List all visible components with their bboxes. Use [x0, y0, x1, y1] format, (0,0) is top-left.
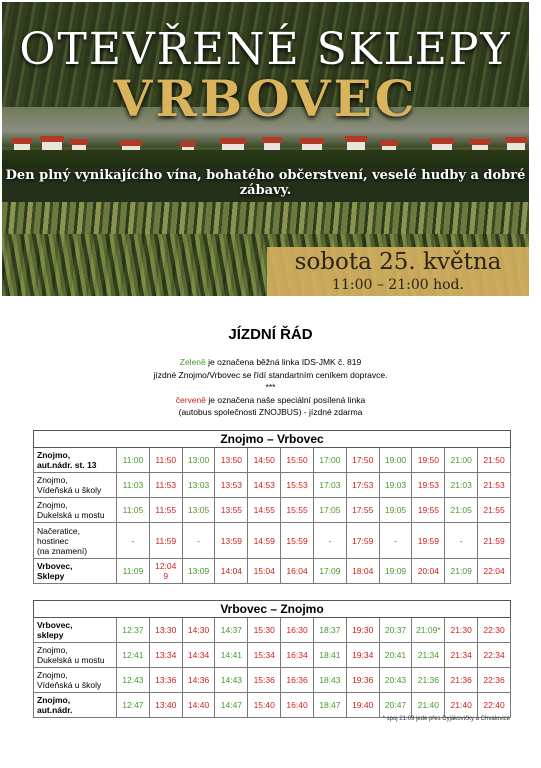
departure-time: 13:36 — [149, 668, 182, 693]
departure-time: 11:05 — [117, 498, 150, 523]
departure-time: 21:00 — [445, 448, 478, 473]
departure-time: 15:30 — [248, 618, 281, 643]
stop-name: Načeratice, hostinec (na znamení) — [34, 523, 117, 559]
departure-time: 18:04 — [346, 559, 379, 584]
departure-time: 14:34 — [182, 643, 215, 668]
footnote: * spoj 21:09 jede přes Dyjákovičky a Chvalovice — [382, 716, 510, 722]
departure-time: 19:59 — [412, 523, 445, 559]
departure-time: 15:53 — [281, 473, 314, 498]
departure-time: 13:53 — [215, 473, 248, 498]
green-label: Zeleně — [179, 357, 206, 367]
departure-time: 13:30 — [149, 618, 182, 643]
departure-time: 19:55 — [412, 498, 445, 523]
departure-time: - — [182, 523, 215, 559]
stop-name: Znojmo, Dukelská u mostu — [34, 643, 117, 668]
departure-time: 20:43 — [379, 668, 412, 693]
departure-time: 12:47 — [117, 693, 150, 718]
departure-time: 11:50 — [149, 448, 182, 473]
departure-time: 19:50 — [412, 448, 445, 473]
departure-time: 13:09 — [182, 559, 215, 584]
table-heading: Vrbovec – Znojmo — [34, 601, 511, 618]
departure-time: 19:53 — [412, 473, 445, 498]
departure-time: 15:36 — [248, 668, 281, 693]
timetable-znojmo-vrbovec — [33, 430, 511, 584]
departure-time: 19:36 — [346, 668, 379, 693]
table-row — [34, 498, 511, 523]
departure-time: 17:05 — [313, 498, 346, 523]
departure-time: 20:04 — [412, 559, 445, 584]
departure-time: 21:09* — [412, 618, 445, 643]
departure-time: 17:59 — [346, 523, 379, 559]
departure-time: 19:09 — [379, 559, 412, 584]
departure-time: 18:37 — [313, 618, 346, 643]
departure-time: 13:59 — [215, 523, 248, 559]
departure-time: 15:55 — [281, 498, 314, 523]
departure-time: 18:43 — [313, 668, 346, 693]
departure-time: 21:03 — [445, 473, 478, 498]
departure-time: 11:59 — [149, 523, 182, 559]
date-box — [267, 247, 529, 296]
departure-time: 16:40 — [281, 693, 314, 718]
departure-time: 11:55 — [149, 498, 182, 523]
departure-time: 15:34 — [248, 643, 281, 668]
departure-time: 12:04 9 — [149, 559, 182, 584]
departure-time: 17:53 — [346, 473, 379, 498]
schedule-title: JÍZDNÍ ŘÁD — [228, 326, 313, 343]
departure-time: 19:40 — [346, 693, 379, 718]
stop-name: Vrbovec, sklepy — [34, 618, 117, 643]
departure-time: - — [313, 523, 346, 559]
departure-time: 13:34 — [149, 643, 182, 668]
departure-time: 20:47 — [379, 693, 412, 718]
departure-time: 15:40 — [248, 693, 281, 718]
departure-time: 21:40 — [412, 693, 445, 718]
departure-time: 16:34 — [281, 643, 314, 668]
departure-time: 18:47 — [313, 693, 346, 718]
departure-time: 14:30 — [182, 618, 215, 643]
departure-time: 11:03 — [117, 473, 150, 498]
departure-time: 21:09 — [445, 559, 478, 584]
departure-time: 21:36 — [412, 668, 445, 693]
departure-time: 11:53 — [149, 473, 182, 498]
departure-time: 19:34 — [346, 643, 379, 668]
event-date: sobota 25. května — [294, 249, 502, 275]
departure-time: 13:50 — [215, 448, 248, 473]
departure-time: 17:55 — [346, 498, 379, 523]
departure-time: 21:59 — [478, 523, 511, 559]
table-row — [34, 473, 511, 498]
stop-name: Znojmo, aut.nádr. st. 13 — [34, 448, 117, 473]
departure-time: 14:55 — [248, 498, 281, 523]
departure-time: 14:43 — [215, 668, 248, 693]
departure-time: 16:04 — [281, 559, 314, 584]
departure-time: 14:36 — [182, 668, 215, 693]
departure-time: 21:34 — [412, 643, 445, 668]
departure-time: 13:03 — [182, 473, 215, 498]
departure-time: 14:53 — [248, 473, 281, 498]
departure-time: 20:41 — [379, 643, 412, 668]
event-time: 11:00 – 21:00 hod. — [332, 277, 464, 293]
timetable-vrbovec-znojmo — [33, 600, 511, 718]
departure-time: 14:04 — [215, 559, 248, 584]
table-row — [34, 643, 511, 668]
departure-time: 21:34 — [445, 643, 478, 668]
departure-time: 14:37 — [215, 618, 248, 643]
departure-time: 21:36 — [445, 668, 478, 693]
departure-time: 16:36 — [281, 668, 314, 693]
departure-time: 22:36 — [478, 668, 511, 693]
departure-time: - — [117, 523, 150, 559]
departure-time: - — [379, 523, 412, 559]
departure-time: 17:50 — [346, 448, 379, 473]
departure-time: 19:30 — [346, 618, 379, 643]
table-row — [34, 693, 511, 718]
stop-name: Vrbovec, Sklepy — [34, 559, 117, 584]
departure-time: 21:55 — [478, 498, 511, 523]
departure-time: 21:30 — [445, 618, 478, 643]
departure-time: 12:43 — [117, 668, 150, 693]
stop-name: Znojmo, Vídeňská u školy — [34, 668, 117, 693]
banner-title: OTEVŘENÉ SKLEPY — [19, 24, 512, 75]
departure-time: 13:00 — [182, 448, 215, 473]
departure-time: 22:34 — [478, 643, 511, 668]
departure-time: 15:50 — [281, 448, 314, 473]
table-row — [34, 448, 511, 473]
departure-time: 19:03 — [379, 473, 412, 498]
departure-time: 21:40 — [445, 693, 478, 718]
stop-name: Znojmo, Vídeňská u školy — [34, 473, 117, 498]
departure-time: 11:09 — [117, 559, 150, 584]
departure-time: 14:47 — [215, 693, 248, 718]
table-heading: Znojmo – Vrbovec — [34, 431, 511, 448]
table-row — [34, 618, 511, 643]
departure-time: 21:05 — [445, 498, 478, 523]
departure-time: 14:41 — [215, 643, 248, 668]
departure-time: 20:37 — [379, 618, 412, 643]
departure-time: 22:30 — [478, 618, 511, 643]
departure-time: - — [445, 523, 478, 559]
departure-time: 13:40 — [149, 693, 182, 718]
departure-time: 19:05 — [379, 498, 412, 523]
table-row — [34, 559, 511, 584]
departure-time: 22:40 — [478, 693, 511, 718]
departure-time: 14:40 — [182, 693, 215, 718]
departure-time: 17:09 — [313, 559, 346, 584]
departure-time: 13:05 — [182, 498, 215, 523]
departure-time: 21:50 — [478, 448, 511, 473]
departure-time: 17:00 — [313, 448, 346, 473]
banner-tagline: Den plný vynikajícího vína, bohatého občerstvení, veselé hudby a dobré zábavy. — [5, 168, 526, 198]
departure-time: 13:55 — [215, 498, 248, 523]
table-row — [34, 523, 511, 559]
departure-time: 18:41 — [313, 643, 346, 668]
departure-time: 11:00 — [117, 448, 150, 473]
departure-time: 14:59 — [248, 523, 281, 559]
departure-time: 15:04 — [248, 559, 281, 584]
banner-subtitle: VRBOVEC — [113, 69, 418, 128]
red-label: červeně — [175, 394, 206, 405]
departure-time: 16:30 — [281, 618, 314, 643]
stop-name: Znojmo, Dukelská u mostu — [34, 498, 117, 523]
schedule-notes: Zeleně je označena běžná linka IDS-JMK č. 819 jízdné Znojmo/Vrbovec se řídí standartním ceníkem dopravce. *** červeně je označena naše speciální posílená linka (autobus společnosti ZNOJBUS) - jízdné zdarma — [153, 357, 388, 417]
departure-time: 12:37 — [117, 618, 150, 643]
departure-time: 17:03 — [313, 473, 346, 498]
departure-time: 22:04 — [478, 559, 511, 584]
stop-name: Znojmo, aut.nádr. — [34, 693, 117, 718]
departure-time: 15:59 — [281, 523, 314, 559]
event-banner — [2, 2, 529, 296]
departure-time: 14:50 — [248, 448, 281, 473]
table-row — [34, 668, 511, 693]
departure-time: 21:53 — [478, 473, 511, 498]
departure-time: 19:00 — [379, 448, 412, 473]
departure-time: 12:41 — [117, 643, 150, 668]
